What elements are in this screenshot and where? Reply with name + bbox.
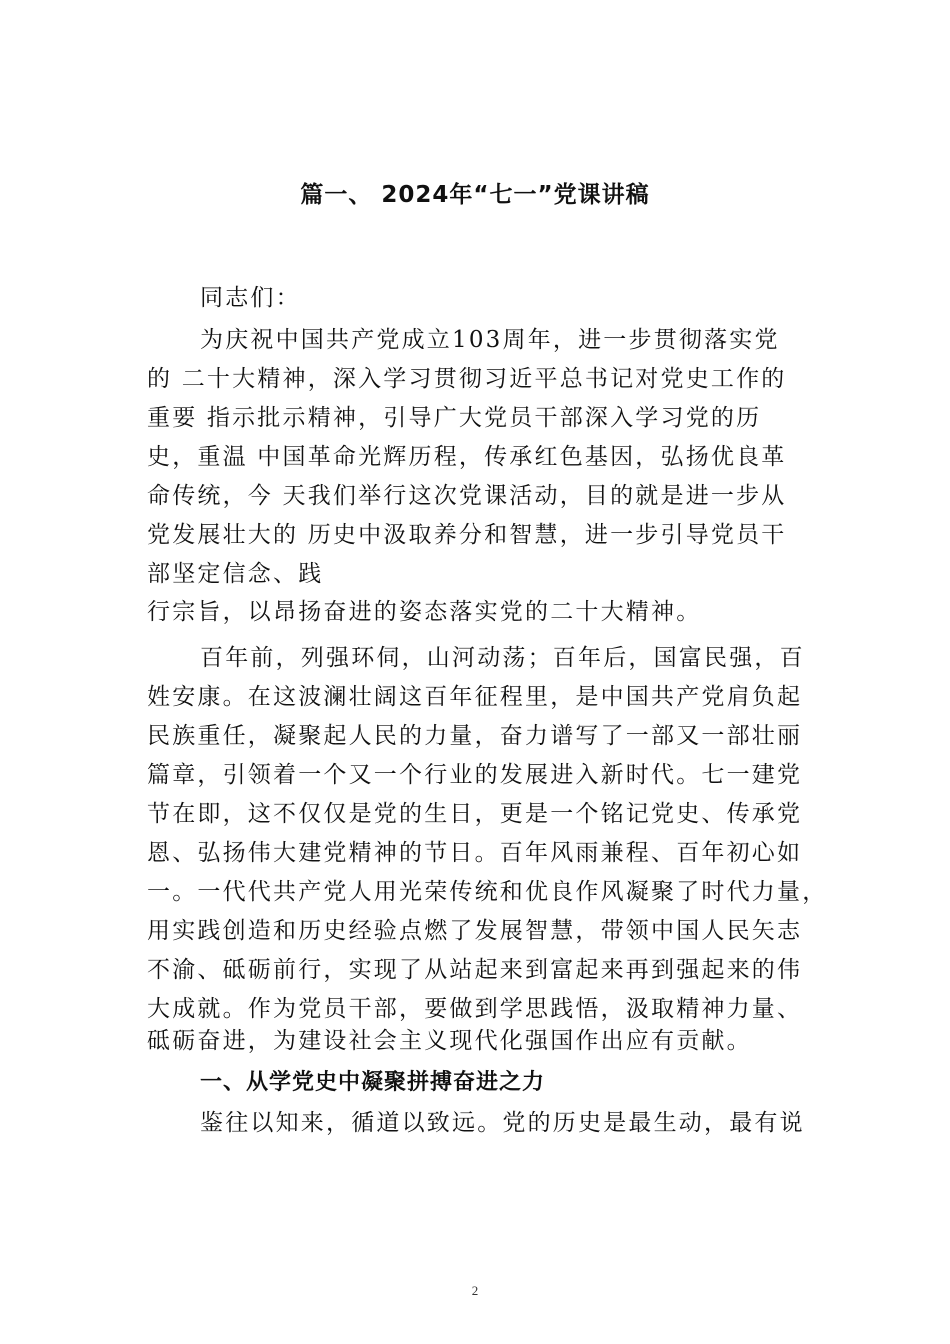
paragraph-line: 史，重温 中国革命光辉历程，传承红色基因，弘扬优良革	[147, 444, 787, 470]
section-heading: 一、从学党史中凝聚拼搏奋进之力	[200, 1070, 546, 1095]
paragraph-line: 恩、弘扬伟大建党精神的节日。百年风雨兼程、百年初心如	[147, 840, 803, 866]
paragraph-line: 砥砺奋进，为建设社会主义现代化强国作出应有贡献。	[147, 1028, 752, 1054]
paragraph-line: 一。一代代共产党人用光荣传统和优良作风凝聚了时代力量，	[147, 879, 828, 905]
paragraph-line: 部坚定信念、践	[147, 561, 324, 587]
paragraph-line: 姓安康。在这波澜壮阔这百年征程里，是中国共产党肩负起	[147, 684, 803, 710]
paragraph-line: 党发展壮大的 历史中汲取养分和智慧，进一步引导党员干	[147, 522, 787, 548]
paragraph-line: 行宗旨，以昂扬奋进的姿态落实党的二十大精神。	[147, 599, 702, 625]
document-title: 篇一、 2024年“七一”党课讲稿	[300, 182, 650, 208]
paragraph-line: 百年前，列强环伺，山河动荡；百年后，国富民强，百	[200, 645, 805, 671]
paragraph-line: 篇章，引领着一个又一个行业的发展进入新时代。七一建党	[147, 762, 803, 788]
paragraph-line: 用实践创造和历史经验点燃了发展智慧，带领中国人民矢志	[147, 918, 803, 944]
paragraph-line: 不渝、砥砺前行，实现了从站起来到富起来再到强起来的伟	[147, 957, 803, 983]
page-number: 2	[471, 1283, 479, 1298]
paragraph-line: 命传统，今 天我们举行这次党课活动，目的就是进一步从	[147, 483, 787, 509]
paragraph-line: 的 二十大精神，深入学习贯彻习近平总书记对党史工作的	[147, 366, 787, 392]
paragraph-line: 鉴往以知来，循道以致远。党的历史是最生动，最有说	[200, 1110, 805, 1136]
paragraph-line: 民族重任，凝聚起人民的力量，奋力谱写了一部又一部壮丽	[147, 723, 803, 749]
greeting: 同志们：	[200, 285, 301, 311]
paragraph-line: 大成就。作为党员干部，要做到学思践悟，汲取精神力量、	[147, 996, 803, 1022]
paragraph-line: 重要 指示批示精神，引导广大党员干部深入学习党的历	[147, 405, 762, 431]
paragraph-line: 为庆祝中国共产党成立103周年，进一步贯彻落实党	[200, 327, 780, 353]
paragraph-line: 节在即，这不仅仅是党的生日，更是一个铭记党史、传承党	[147, 801, 803, 827]
